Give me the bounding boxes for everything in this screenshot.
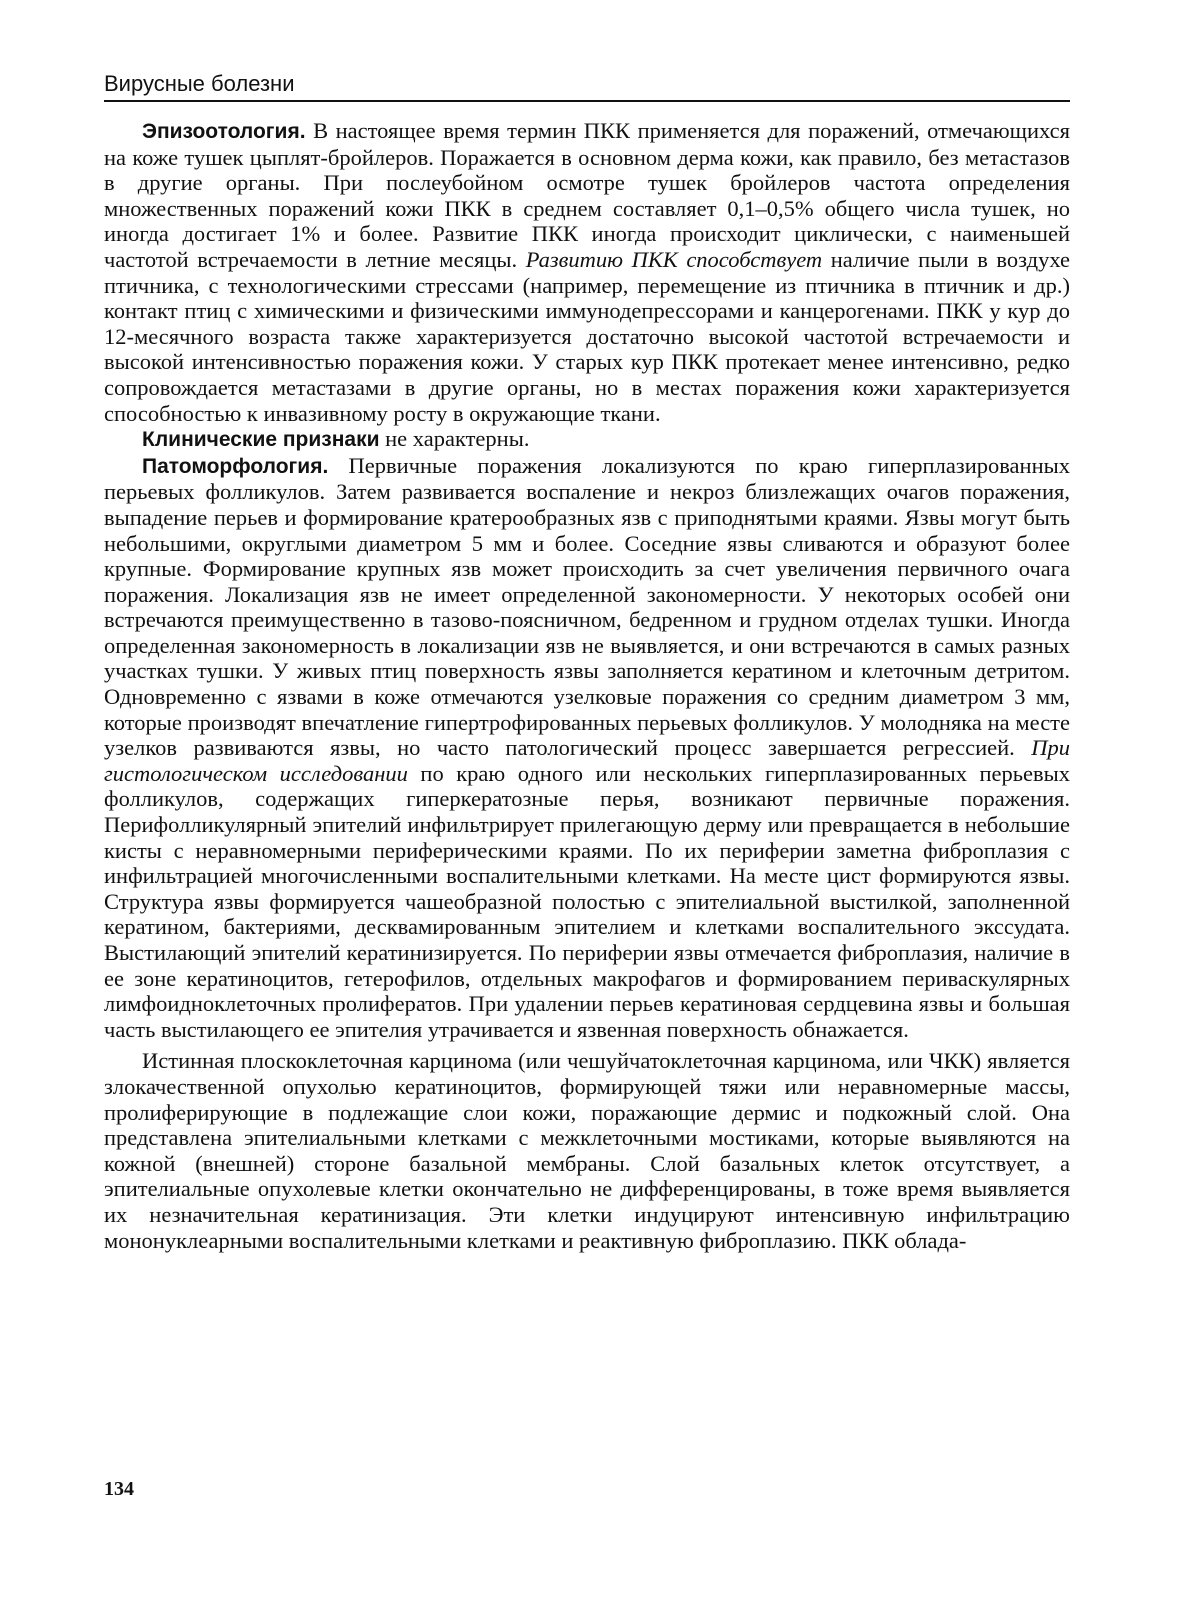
paragraph-clinical-signs (104, 426, 1070, 453)
paragraph-epizootology (104, 118, 1070, 426)
paragraph-text: наличие пыли в воздухе птичника, с технологическими стрессами (например, перемещение из птичника в птичник и др.) контакт птиц с химическими и физическими иммунодепрессорами и канцерогенами. ПКК у кур до 12-месячного возраста также характеризуется достаточно высокой частотой встречаемости и высокой интенсивностью поражения кожи. У старых кур ПКК протекает менее интенсивно, редко сопровождается метастазами в другие органы, но в местах поражения кожи характеризуется способностью к инвазивному росту в окружающие ткани. (104, 246, 1070, 426)
paragraph-text: по краю одного или нескольких гиперплазированных перьевых фолликулов, содержащих гиперкератозные перья, возникают первичные поражения. Перифолликулярный эпителий инфильтрирует прилегающую дерму или превращается в небольшие кисты с неравномерными периферическими краями. По их периферии заметна фиброплазия с инфильтрацией многочисленными воспалительными клетками. На месте цист формируются язвы. Структура язвы формируется чашеобразной полостью с эпителиальной выстилкой, заполненной кератином, бактериями, десквамированным эпителием и клетками воспалительного экссудата. Выстилающий эпителий кератинизируется. По периферии язвы отмечается фиброплазия, наличие в ее зоне кератиноцитов, гетерофилов, отдельных макрофагов и формированием периваскулярных лимфоидноклеточных пролифератов. При удалении перьев кератиновая сердцевина язвы и большая часть выстилающего ее эпителия утрачивается и язвенная поверхность обнажается. (104, 760, 1070, 1042)
paragraph-italic: Развитию ПКК способствует (525, 246, 823, 272)
paragraph-text: не характерны. (379, 426, 530, 452)
page (104, 70, 1070, 1253)
paragraph-text: Первичные поражения локализуются по краю гиперплазированных перьевых фолликулов. Затем развивается воспаление и некроз близлежащих очагов поражения, выпадение перьев и формирование кратерообразных язв с приподнятыми краями. Язвы могут быть небольшими, округлыми диаметром 5 мм и более. Соседние язвы сливаются и образуют более крупные. Формирование крупных язв может происходить за счет увеличения первичного очага поражения. Локализация язв не имеет определенной закономерности. У некоторых особей они встречаются преимущественно в тазово-поясничном, бедренном и грудном отделах тушки. Иногда определенная закономерность в локализации язв не выявляется, и они встречаются в самых разных участках тушки. У живых птиц поверхность язвы заполняется кератином и клеточным детритом. Одновременно с язвами в коже отмечаются узелковые поражения со средним диаметром 3 мм, которые производят впечатление гипертрофированных перьевых фолликулов. У молодняка на месте узелков развиваются язвы, но часто патологический процесс завершается регрессией. (104, 452, 1070, 761)
paragraph-text: В настоящее время термин ПКК применяется для поражений, отмечающихся на коже тушек цыплят-бройлеров. Поражается в основном дерма кожи, как правило, без метастазов в другие органы. При послеубойном осмотре тушек бройлеров частота определения множественных поражений кожи ПКК в среднем составляет 0,1–0,5% общего числа тушек, но иногда достигает 1% и более. Развитие ПКК иногда происходит циклически, с наименьшей частотой встречаемости в летние месяцы. (104, 118, 1070, 272)
paragraph-italic: При гистологическом исследовании (104, 735, 1070, 786)
paragraph-pathomorphology (104, 453, 1070, 1043)
paragraph-lead: Патоморфология. (142, 454, 329, 478)
page-number: 134 (104, 1478, 134, 1500)
paragraph-lead: Эпизоотология. (142, 120, 306, 143)
paragraph-text: Истинная плоскоклеточная карцинома (или чешуйчатоклеточная карцинома, или ЧКК) является злокачественной опухолью кератиноцитов, формирующей тяжи или неравномерные массы, пролиферирующие в подлежащие слои кожи, поражающие дермис и подкожный слой. Она представлена эпителиальными клетками с межклеточными мостиками, которые выявляются на кожной (внешней) стороне базальной мембраны. Слой базальных клеток отсутствует, а эпителиальные опухолевые клетки окончательно не дифференцированы, в тоже время выявляется их незначительная кератинизация. Эти клетки индуцируют интенсивную инфильтрацию мононуклеарными воспалительными клетками и реактивную фиброплазию. ПКК облада- (104, 1048, 1070, 1253)
paragraph-carcinoma (104, 1048, 1070, 1253)
paragraph-lead: Клинические признаки (142, 428, 380, 452)
running-title: Вирусные болезни (104, 70, 1070, 102)
